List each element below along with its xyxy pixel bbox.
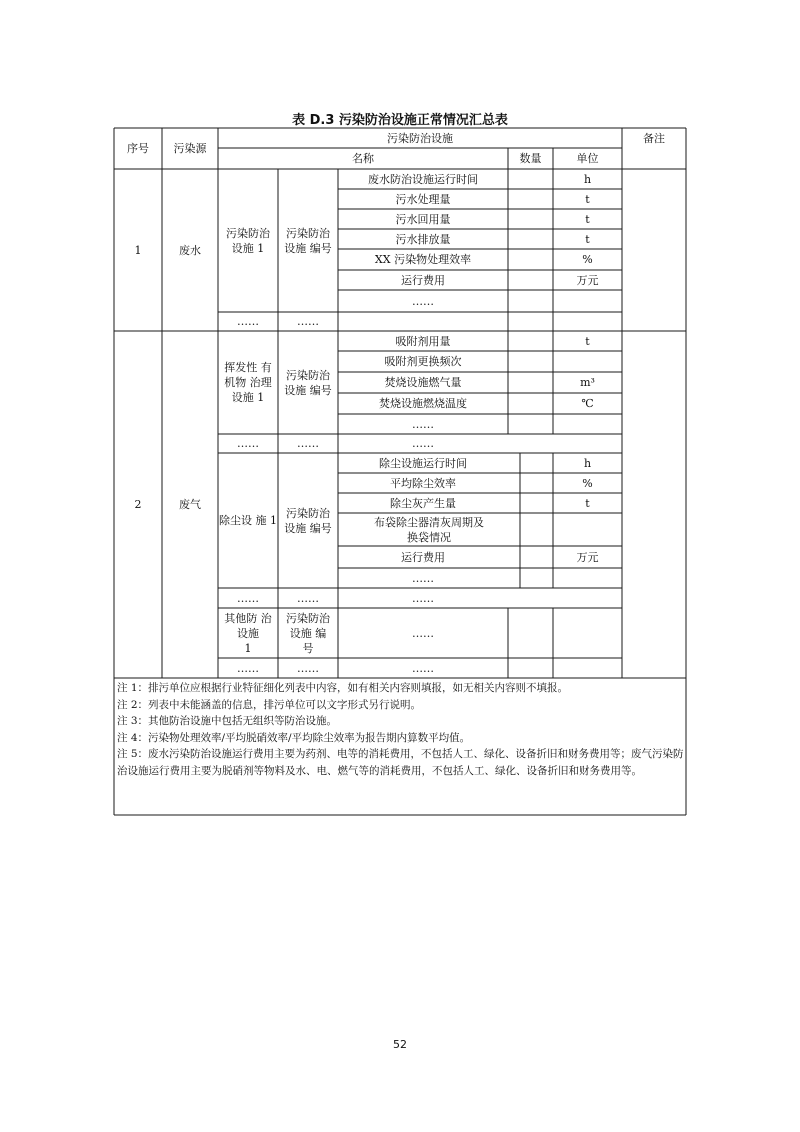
note-3: 注 3：其他防治设施中包括无组织等防治设施。 (117, 715, 338, 727)
water-ellipsis: …… (237, 315, 259, 328)
dust-row-name: 运行费用 (401, 550, 445, 564)
water-facility-code: 污染防治 设施 编号 (284, 226, 332, 255)
other-ellipsis: …… (297, 661, 319, 675)
dust-ellipsis: …… (297, 591, 319, 605)
water-row-name: 污水处理量 (395, 192, 451, 206)
page-number: 52 (393, 1038, 407, 1051)
water-row-unit: % (582, 253, 593, 266)
dust-row-unit: h (583, 456, 592, 470)
dust-row-name: …… (412, 571, 434, 585)
dust-row-unit: % (582, 476, 593, 490)
note-2: 注 2：列表中未能涵盖的信息，排污单位可以文字形式另行说明。 (117, 698, 422, 711)
header-remark: 备注 (643, 131, 665, 145)
gas-source: 废气 (179, 498, 201, 511)
header-qty: 数量 (519, 152, 542, 165)
dust-facility-code: 污染防治 设施 编号 (284, 506, 332, 535)
table-notes (117, 680, 687, 779)
dust-row-name: 布袋除尘器清灰周期及 换袋情况 (374, 515, 484, 544)
voc-ellipsis: …… (412, 437, 434, 450)
voc-row-unit: m³ (580, 376, 595, 389)
dust-row-name: 除尘设施运行时间 (379, 456, 467, 470)
header-seq: 序号 (127, 142, 149, 155)
voc-row-name: 焚烧设施燃烧温度 (379, 397, 467, 410)
water-source: 废水 (179, 243, 201, 257)
water-row-name: 废水防治设施运行时间 (368, 172, 478, 186)
voc-ellipsis: …… (297, 437, 319, 450)
voc-row-name: 吸附剂更换频次 (384, 355, 462, 368)
voc-ellipsis: …… (237, 437, 259, 450)
note-4: 注 4：污染物处理效率/平均脱硝效率/平均除尘效率为报告期内算数平均值。 (117, 731, 471, 744)
other-ellipsis: …… (237, 661, 259, 675)
dust-row-unit: t (585, 496, 590, 510)
water-facility: 污染防治 设施 1 (226, 226, 270, 255)
voc-facility: 挥发性 有 机物 治理 设施 1 (224, 361, 272, 404)
header-name: 名称 (352, 152, 374, 165)
water-row-unit: h (583, 172, 592, 186)
header-unit: 单位 (576, 152, 599, 165)
note-1: 注 1：排污单位应根据行业特征细化列表中内容，如有相关内容则填报，如无相关内容则不填报。 (117, 682, 569, 694)
voc-row-name: 焚烧设施燃气量 (384, 376, 462, 389)
dust-row-unit: 万元 (576, 550, 599, 564)
header-facility: 污染防治设施 (387, 131, 453, 145)
other-name: …… (412, 626, 434, 640)
dust-row-name: 平均除尘效率 (390, 476, 456, 490)
voc-row-name: 吸附剂用量 (395, 334, 451, 348)
water-row-unit: t (585, 212, 590, 226)
voc-facility-code: 污染防治 设施 编号 (284, 368, 332, 397)
water-row-name: 污水排放量 (395, 232, 451, 246)
other-facility: 其他防 治 设施 1 (224, 611, 272, 655)
water-row-unit: t (585, 232, 590, 246)
water-row-unit: t (585, 192, 590, 206)
voc-row-unit: t (585, 334, 590, 348)
voc-row-unit: ℃ (581, 397, 594, 410)
table-title: 表 D.3 污染防治设施正常情况汇总表 (292, 113, 508, 128)
dust-ellipsis: …… (237, 591, 259, 605)
dust-facility: 除尘设 施 1 (219, 514, 277, 527)
voc-row-name: …… (412, 417, 434, 431)
gas-seq: 2 (134, 498, 142, 511)
water-row-name: 污水回用量 (395, 212, 451, 226)
note-5: 注 5：废水污染防治设施运行费用主要为药剂、电等的消耗费用，不包括人工、绿化、设备折旧和财务费用等；废气污染防治设施运行费用主要为脱硝剂等物料及水、电、燃气等的消耗费用，不包括人工、绿化、设备折旧和财务费用等。 (117, 748, 684, 777)
water-row-name: XX 污染物处理效率 (374, 253, 472, 266)
water-row-unit: 万元 (576, 273, 599, 287)
dust-row-name: 除尘灰产生量 (390, 496, 456, 510)
water-row-name: …… (412, 294, 434, 308)
other-ellipsis: …… (412, 661, 434, 675)
header-source: 污染源 (173, 142, 207, 155)
other-facility-code: 污染防治 设施 编 号 (286, 611, 330, 655)
water-seq: 1 (134, 243, 142, 257)
water-ellipsis: …… (297, 315, 319, 328)
water-row-name: 运行费用 (401, 273, 445, 287)
dust-ellipsis: …… (412, 591, 434, 605)
